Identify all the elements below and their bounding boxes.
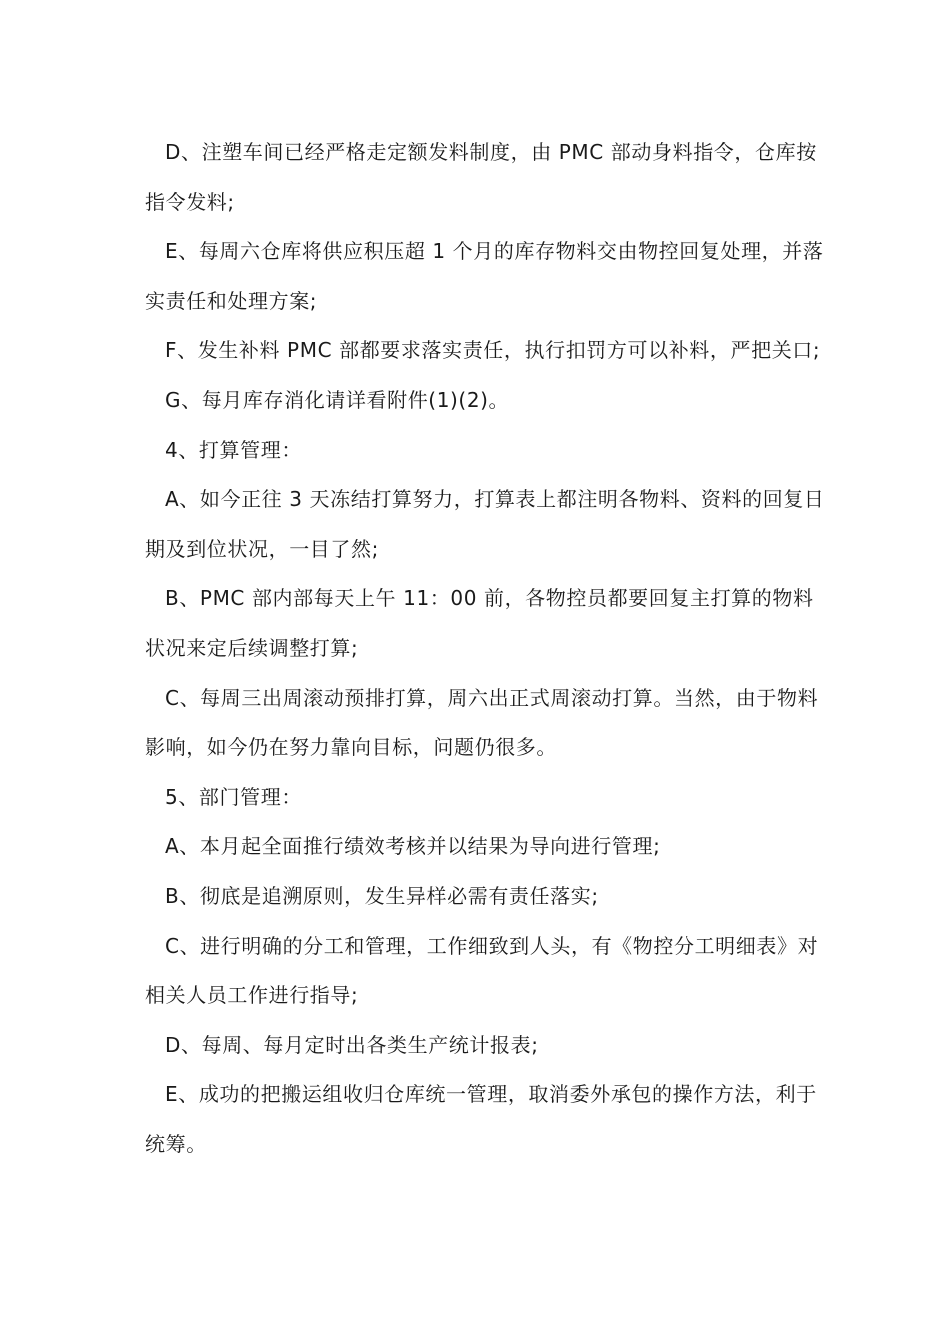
paragraph-e-handling-team: E、成功的把搬运组收归仓库统一管理，取消委外承包的操作方法，利于统筹。 — [145, 1082, 817, 1156]
section-heading-plan-management: 4、打算管理： — [165, 437, 302, 462]
paragraph-c-division-of-work: C、进行明确的分工和管理，工作细致到人头，有《物控分工明细表》对相关人员工作进行指导; — [145, 933, 819, 1008]
document-body — [145, 128, 825, 1169]
paragraph-a-performance-review: A、本月起全面推行绩效考核并以结果为导向进行管理; — [165, 834, 661, 859]
paragraph-e-weekly-inventory: E、每周六仓库将供应积压超 1 个月的库存物料交由物控回复处理，并落实责任和处理方案; — [145, 239, 824, 313]
paragraph-f-replenishment: F、发生补料 PMC 部都要求落实责任，执行扣罚方可以补料，严把关口; — [165, 338, 821, 363]
paragraph-c-weekly-rolling-plan: C、每周三出周滚动预排打算，周六出正式周滚动打算。当然，由于物料影响，如今仍在努力靠向目标，问题仍很多。 — [145, 685, 819, 760]
paragraph-g-monthly-inventory: G、每月库存消化请详看附件(1)(2)。 — [165, 387, 510, 412]
paragraph-b-traceability: B、彻底是追溯原则，发生异样必需有责任落实; — [165, 883, 599, 908]
section-heading-department-management: 5、部门管理： — [165, 784, 302, 809]
paragraph-d-injection-workshop: D、注塑车间已经严格走定额发料制度，由 PMC 部动身料指令，仓库按指令发料; — [145, 140, 817, 214]
paragraph-d-statistical-reports: D、每周、每月定时出各类生产统计报表; — [165, 1032, 539, 1057]
paragraph-b-pmc-daily-reply: B、PMC 部内部每天上午 11：00 前，各物控员都要回复主打算的物料状况来定后续调整打算; — [145, 586, 814, 660]
paragraph-a-frozen-plan: A、如今正往 3 天冻结打算努力，打算表上都注明各物料、资料的回复日期及到位状况，一目了然; — [145, 487, 825, 561]
